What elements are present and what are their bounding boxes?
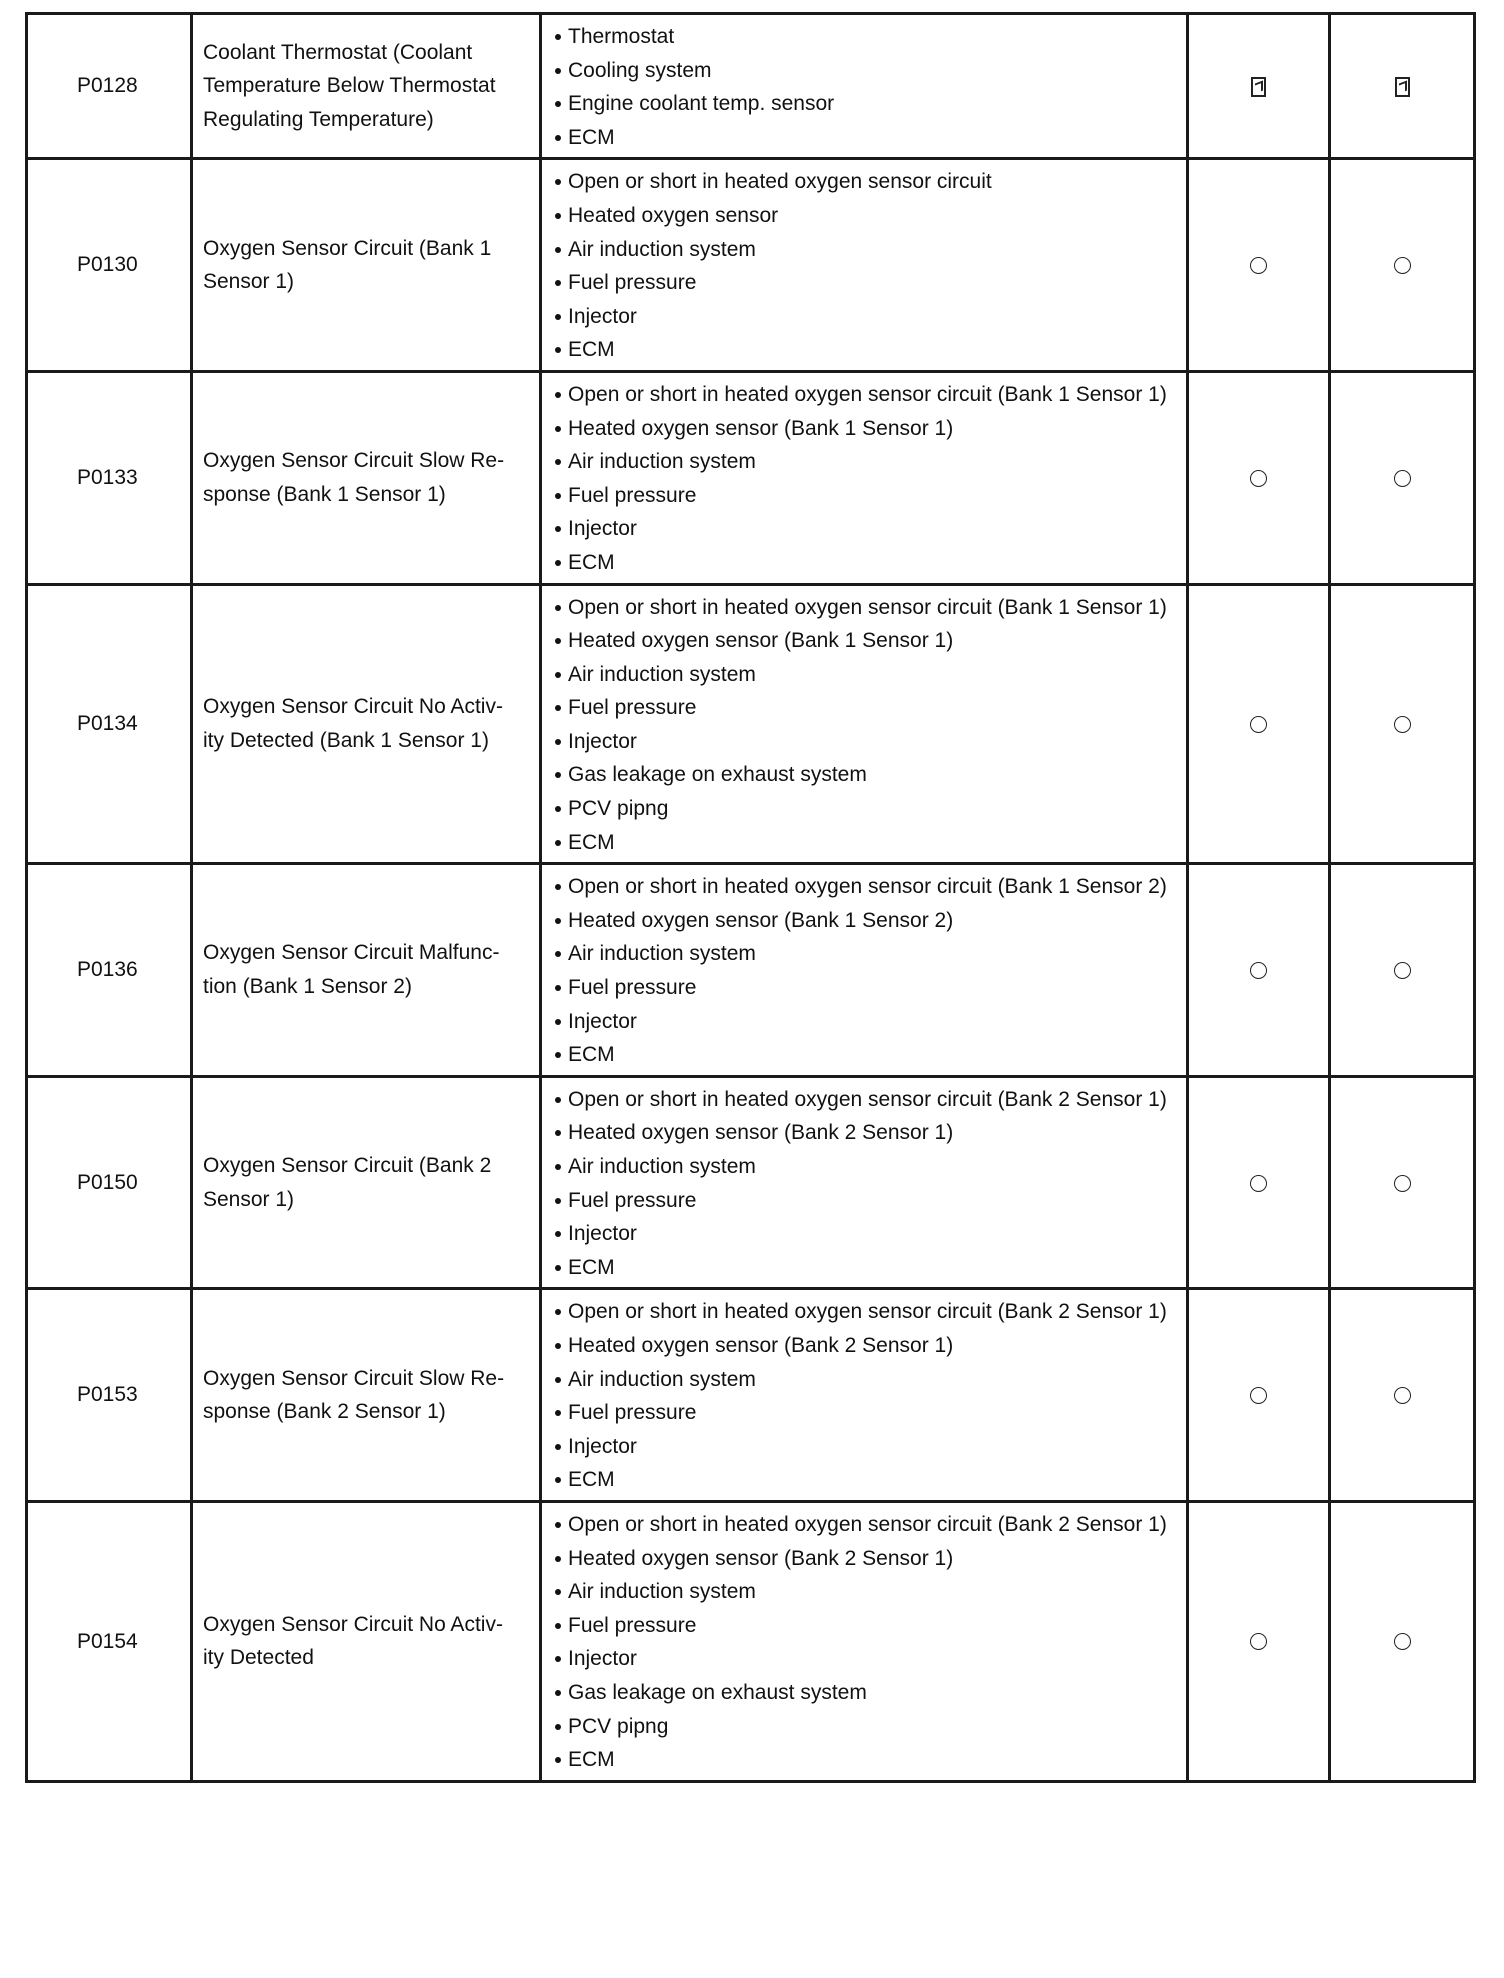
list-item: Fuel pressure <box>552 1184 1174 1218</box>
table-row <box>27 864 1475 1077</box>
mark-column-1 <box>1188 1076 1330 1289</box>
list-item: ECM <box>552 333 1174 367</box>
list-item: ECM <box>552 826 1174 860</box>
dtc-description: Oxygen Sensor Circuit Malfunc-tion (Bank 1 Sensor 2) <box>192 864 541 1077</box>
list-item: Injector <box>552 512 1174 546</box>
circle-icon <box>1250 1387 1267 1404</box>
mark-column-2 <box>1330 864 1475 1077</box>
list-item: Heated oxygen sensor (Bank 1 Sensor 1) <box>552 412 1174 446</box>
table-row <box>27 371 1475 584</box>
circle-icon <box>1394 962 1411 979</box>
cause-list <box>552 591 1174 860</box>
mark-column-2 <box>1330 1501 1475 1781</box>
cause-list <box>552 20 1174 154</box>
mark-column-2 <box>1330 584 1475 864</box>
list-item: ECM <box>552 546 1174 580</box>
list-item: Air induction system <box>552 445 1174 479</box>
circle-icon <box>1394 257 1411 274</box>
list-item: Open or short in heated oxygen sensor circuit <box>552 165 1174 199</box>
dtc-description: Coolant Thermostat (Coolant Temperature Below Thermostat Regulating Temperature) <box>192 14 541 159</box>
mark-column-1 <box>1188 159 1330 372</box>
dtc-code: P0154 <box>27 1501 192 1781</box>
dtc-description: Oxygen Sensor Circuit No Activ-ity Detected <box>192 1501 541 1781</box>
mark-column-1 <box>1188 584 1330 864</box>
probable-causes <box>541 1076 1188 1289</box>
table-row <box>27 1289 1475 1502</box>
list-item: Injector <box>552 1430 1174 1464</box>
list-item: Air induction system <box>552 1363 1174 1397</box>
list-item: PCV pipng <box>552 792 1174 826</box>
circle-icon <box>1250 470 1267 487</box>
list-item: Open or short in heated oxygen sensor circuit (Bank 2 Sensor 1) <box>552 1083 1174 1117</box>
dtc-description: Oxygen Sensor Circuit (Bank 1 Sensor 1) <box>192 159 541 372</box>
list-item: Open or short in heated oxygen sensor circuit (Bank 1 Sensor 2) <box>552 870 1174 904</box>
dtc-code: P0153 <box>27 1289 192 1502</box>
list-item: Injector <box>552 1642 1174 1676</box>
list-item: Thermostat <box>552 20 1174 54</box>
table-row <box>27 1076 1475 1289</box>
probable-causes <box>541 1501 1188 1781</box>
mark-column-2 <box>1330 159 1475 372</box>
mark-column-2 <box>1330 14 1475 159</box>
list-item: Heated oxygen sensor (Bank 1 Sensor 1) <box>552 624 1174 658</box>
table-row <box>27 584 1475 864</box>
dtc-code: P0130 <box>27 159 192 372</box>
list-item: ECM <box>552 1463 1174 1497</box>
list-item: Heated oxygen sensor <box>552 199 1174 233</box>
list-item: Engine coolant temp. sensor <box>552 87 1174 121</box>
circle-icon <box>1394 1387 1411 1404</box>
cause-list <box>552 378 1174 580</box>
probable-causes <box>541 371 1188 584</box>
table-row <box>27 1501 1475 1781</box>
list-item: Open or short in heated oxygen sensor circuit (Bank 1 Sensor 1) <box>552 378 1174 412</box>
list-item: Open or short in heated oxygen sensor circuit (Bank 1 Sensor 1) <box>552 591 1174 625</box>
dtc-code: P0134 <box>27 584 192 864</box>
list-item: Fuel pressure <box>552 1609 1174 1643</box>
mark-column-2 <box>1330 1289 1475 1502</box>
list-item: Air induction system <box>552 233 1174 267</box>
probable-causes <box>541 864 1188 1077</box>
list-item: Heated oxygen sensor (Bank 2 Sensor 1) <box>552 1116 1174 1150</box>
dtc-description: Oxygen Sensor Circuit Slow Re-sponse (Bank 2 Sensor 1) <box>192 1289 541 1502</box>
dtc-code: P0128 <box>27 14 192 159</box>
circle-icon <box>1250 962 1267 979</box>
dtc-table-body <box>27 14 1475 1782</box>
mark-column-2 <box>1330 1076 1475 1289</box>
list-item: Gas leakage on exhaust system <box>552 1676 1174 1710</box>
list-item: Fuel pressure <box>552 266 1174 300</box>
list-item: Heated oxygen sensor (Bank 2 Sensor 1) <box>552 1542 1174 1576</box>
list-item: ECM <box>552 121 1174 155</box>
dtc-table <box>25 12 1476 1783</box>
list-item: Air induction system <box>552 1150 1174 1184</box>
cause-list <box>552 165 1174 367</box>
table-row <box>27 14 1475 159</box>
glyph-icon <box>1395 77 1410 97</box>
probable-causes <box>541 159 1188 372</box>
table-row <box>27 159 1475 372</box>
list-item: Heated oxygen sensor (Bank 2 Sensor 1) <box>552 1329 1174 1363</box>
list-item: Fuel pressure <box>552 1396 1174 1430</box>
list-item: Fuel pressure <box>552 691 1174 725</box>
cause-list <box>552 870 1174 1072</box>
list-item: ECM <box>552 1038 1174 1072</box>
circle-icon <box>1250 1633 1267 1650</box>
dtc-document <box>25 12 1473 1783</box>
mark-column-1 <box>1188 14 1330 159</box>
mark-column-1 <box>1188 1289 1330 1502</box>
list-item: Cooling system <box>552 54 1174 88</box>
circle-icon <box>1394 1633 1411 1650</box>
list-item: Fuel pressure <box>552 479 1174 513</box>
circle-icon <box>1394 1175 1411 1192</box>
mark-column-1 <box>1188 371 1330 584</box>
dtc-description: Oxygen Sensor Circuit No Activ-ity Detected (Bank 1 Sensor 1) <box>192 584 541 864</box>
list-item: Air induction system <box>552 1575 1174 1609</box>
cause-list <box>552 1508 1174 1777</box>
list-item: Air induction system <box>552 937 1174 971</box>
mark-column-2 <box>1330 371 1475 584</box>
probable-causes <box>541 14 1188 159</box>
mark-column-1 <box>1188 864 1330 1077</box>
list-item: Injector <box>552 725 1174 759</box>
dtc-code: P0150 <box>27 1076 192 1289</box>
dtc-code: P0136 <box>27 864 192 1077</box>
mark-column-1 <box>1188 1501 1330 1781</box>
list-item: ECM <box>552 1743 1174 1777</box>
cause-list <box>552 1083 1174 1285</box>
circle-icon <box>1250 257 1267 274</box>
circle-icon <box>1250 1175 1267 1192</box>
list-item: Injector <box>552 300 1174 334</box>
list-item: Injector <box>552 1005 1174 1039</box>
circle-icon <box>1394 716 1411 733</box>
list-item: Air induction system <box>552 658 1174 692</box>
dtc-code: P0133 <box>27 371 192 584</box>
dtc-description: Oxygen Sensor Circuit Slow Re-sponse (Bank 1 Sensor 1) <box>192 371 541 584</box>
glyph-icon <box>1251 77 1266 97</box>
circle-icon <box>1250 716 1267 733</box>
cause-list <box>552 1295 1174 1497</box>
list-item: ECM <box>552 1251 1174 1285</box>
list-item: Fuel pressure <box>552 971 1174 1005</box>
list-item: Heated oxygen sensor (Bank 1 Sensor 2) <box>552 904 1174 938</box>
probable-causes <box>541 584 1188 864</box>
list-item: Gas leakage on exhaust system <box>552 758 1174 792</box>
probable-causes <box>541 1289 1188 1502</box>
dtc-description: Oxygen Sensor Circuit (Bank 2 Sensor 1) <box>192 1076 541 1289</box>
list-item: PCV pipng <box>552 1710 1174 1744</box>
circle-icon <box>1394 470 1411 487</box>
list-item: Open or short in heated oxygen sensor circuit (Bank 2 Sensor 1) <box>552 1508 1174 1542</box>
list-item: Injector <box>552 1217 1174 1251</box>
list-item: Open or short in heated oxygen sensor circuit (Bank 2 Sensor 1) <box>552 1295 1174 1329</box>
